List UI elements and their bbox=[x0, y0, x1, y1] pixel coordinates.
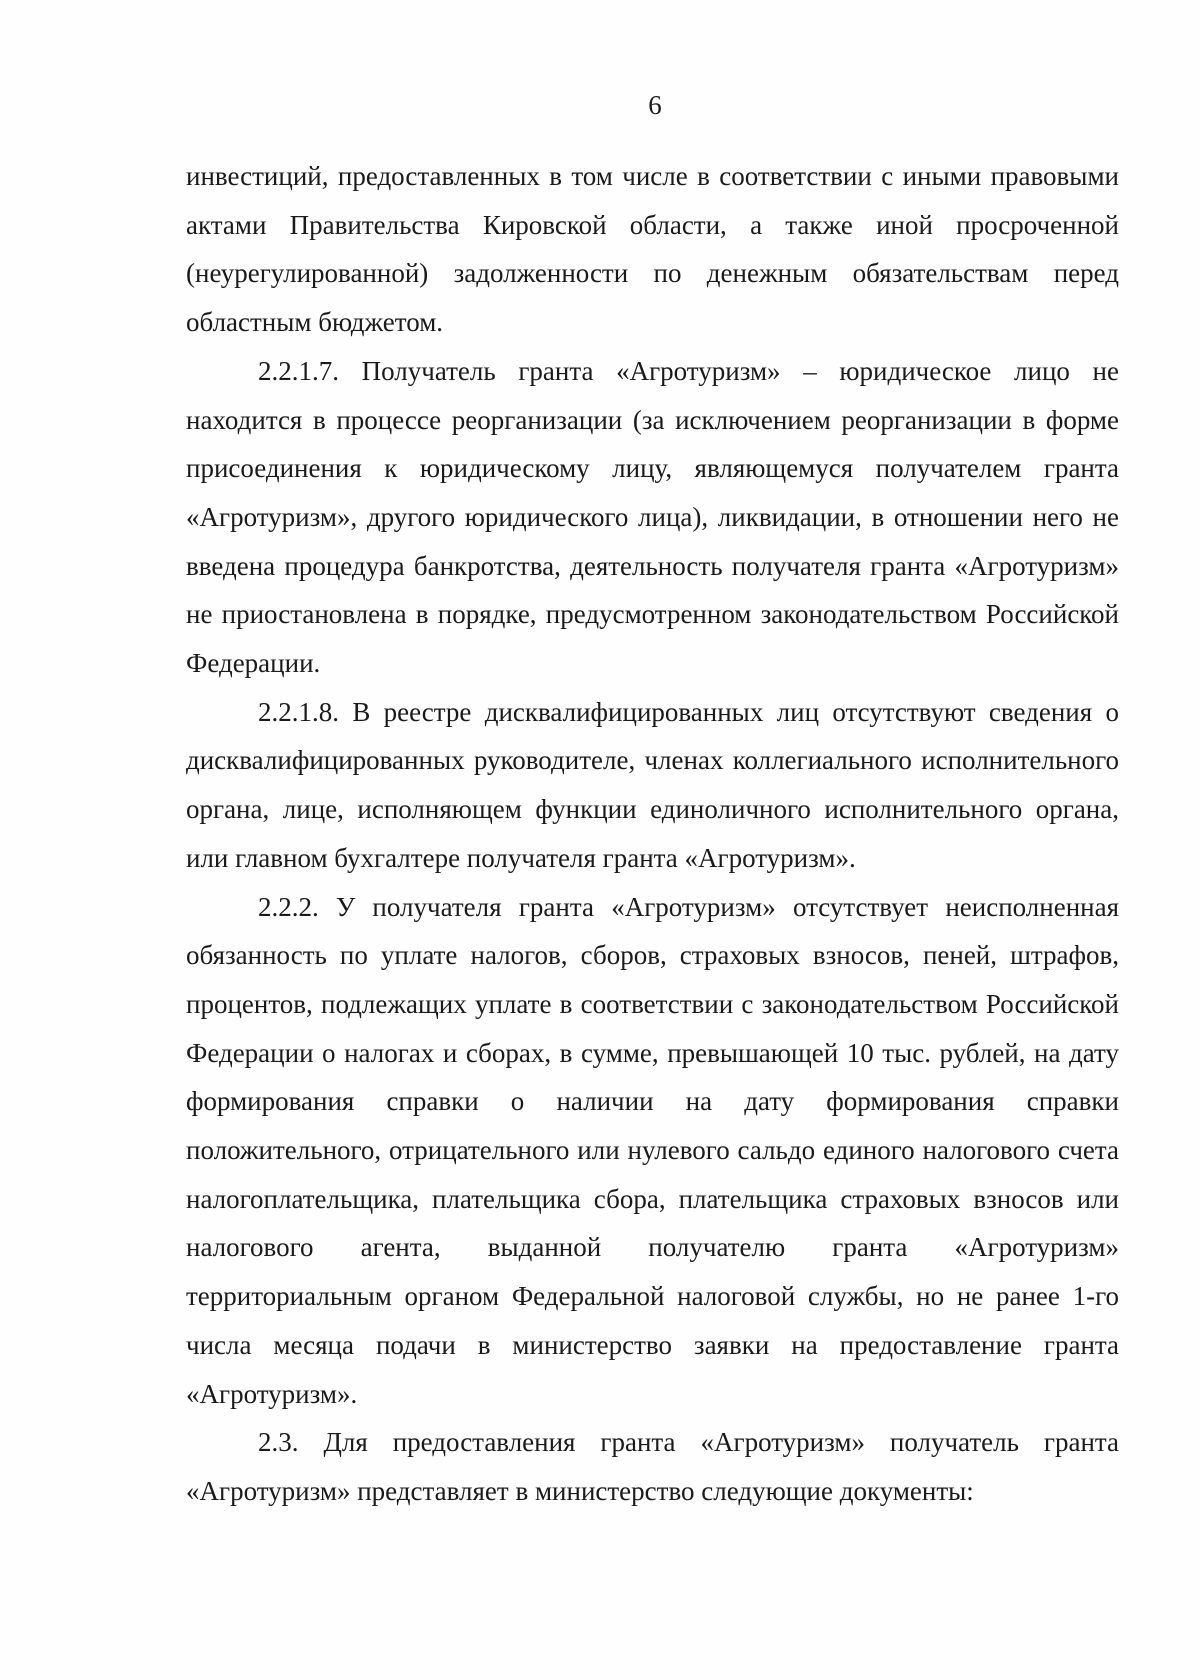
paragraph-continuation: инвестиций, предоставленных в том числе в соответствии с иными правовыми актами Правительства Кировской области, а также иной просроченной (неурегулированной) задолженности по денежным обязательствам перед областным бюджетом. bbox=[186, 161, 1119, 338]
page-number: 6 bbox=[648, 90, 662, 120]
paragraph-2-3: 2.3. Для предоставления гранта «Агротуризм» получатель гранта «Агротуризм» представляет в министерство следующие документы: bbox=[186, 1427, 1119, 1506]
paragraph-2-2-1-7: 2.2.1.7. Получатель гранта «Агротуризм» – юридическое лицо не находится в процессе реорганизации (за исключением реорганизации в форме присоединения к юридическому лицу, являющемуся получателем гранта «Агротуризм», другого юридического лица), ликвидации, в отношении него не введена процедура банкротства, деятельность получателя гранта «Агротуризм» не приостановлена в порядке, предусмотренном законодательством Российской Федерации. bbox=[186, 355, 1119, 679]
paragraph-2-2-1-8: 2.2.1.8. В реестре дисквалифицированных лиц отсутствуют сведения о дисквалифицированных руководителе, членах коллегиального исполнительного органа, лице, исполняющем функции единоличного исполнительного органа, или главном бухгалтере получателя гранта «Агротуризм». bbox=[186, 696, 1119, 873]
paragraph-2-2-2: 2.2.2. У получателя гранта «Агротуризм» отсутствует неисполненная обязанность по уплате налогов, сборов, страховых взносов, пеней, штрафов, процентов, подлежащих уплате в соответствии с законодательством Российской Федерации о налогах и сборах, в сумме, превышающей 10 тыс. рублей, на дату формирования справки о наличии на дату формирования справки положительного, отрицательного или нулевого сальдо единого налогового счета налогоплательщика, плательщика сбора, плательщика страховых взносов или налогового агента, выданной получателю гранта «Агротуризм» территориальным органом Федеральной налоговой службы, но не ранее 1-го числа месяца подачи в министерство заявки на предоставление гранта «Агротуризм». bbox=[186, 891, 1119, 1409]
document-body bbox=[186, 152, 1119, 1516]
